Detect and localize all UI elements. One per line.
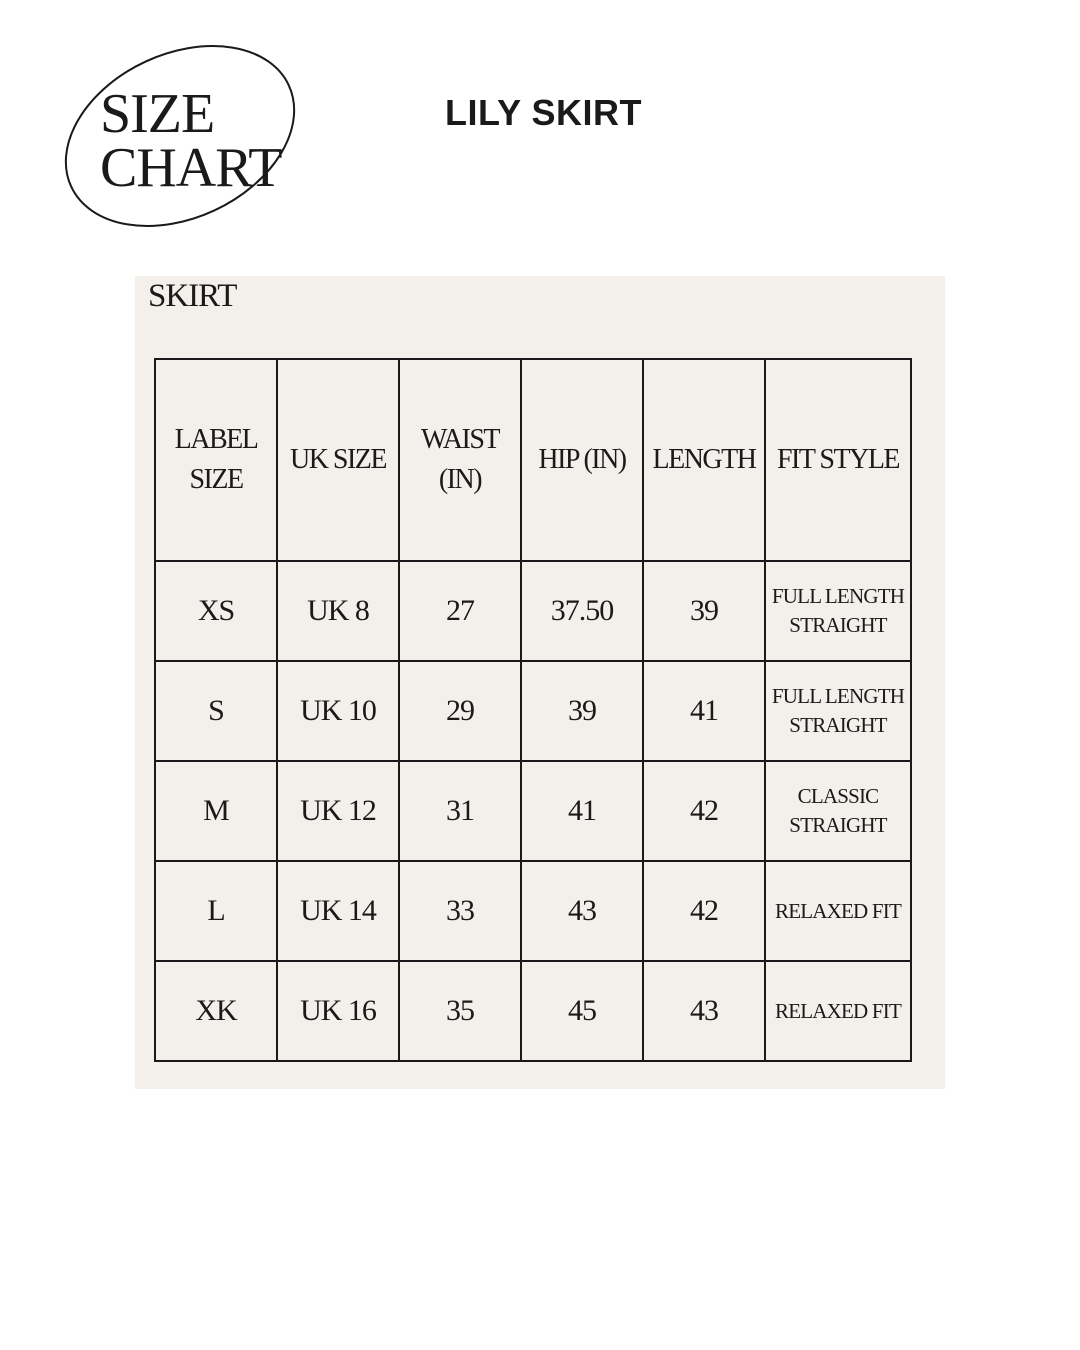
header-label-size: LABEL SIZE — [155, 359, 277, 561]
header-uk-size: UK SIZE — [277, 359, 399, 561]
table-row — [155, 861, 911, 961]
table-row — [155, 961, 911, 1061]
cell-waist: 29 — [399, 661, 521, 761]
cell-length: 43 — [643, 961, 765, 1061]
product-title: LILY SKIRT — [445, 92, 643, 133]
cell-fit-style: RELAXED FIT — [765, 861, 911, 961]
cell-label-size: XK — [155, 961, 277, 1061]
cell-length: 42 — [643, 861, 765, 961]
cell-fit-style: FULL LENGTH STRAIGHT — [765, 561, 911, 661]
header-length: LENGTH — [643, 359, 765, 561]
cell-label-size: S — [155, 661, 277, 761]
cell-waist: 33 — [399, 861, 521, 961]
logo-text-size: SIZE — [100, 83, 215, 145]
cell-uk-size: UK 10 — [277, 661, 399, 761]
cell-waist: 35 — [399, 961, 521, 1061]
cell-waist: 31 — [399, 761, 521, 861]
cell-length: 42 — [643, 761, 765, 861]
cell-waist: 27 — [399, 561, 521, 661]
cell-uk-size: UK 14 — [277, 861, 399, 961]
cell-label-size: L — [155, 861, 277, 961]
table-row — [155, 561, 911, 661]
table-header-row — [155, 359, 911, 561]
cell-hip: 43 — [521, 861, 643, 961]
cell-label-size: M — [155, 761, 277, 861]
cell-uk-size: UK 16 — [277, 961, 399, 1061]
section-title: SKIRT — [148, 278, 237, 314]
header-waist: WAIST (IN) — [399, 359, 521, 561]
cell-fit-style: FULL LENGTH STRAIGHT — [765, 661, 911, 761]
cell-uk-size: UK 12 — [277, 761, 399, 861]
cell-label-size: XS — [155, 561, 277, 661]
table-row — [155, 661, 911, 761]
cell-hip: 39 — [521, 661, 643, 761]
cell-fit-style: CLASSIC STRAIGHT — [765, 761, 911, 861]
cell-length: 41 — [643, 661, 765, 761]
header-fit-style: FIT STYLE — [765, 359, 911, 561]
header-hip: HIP (IN) — [521, 359, 643, 561]
logo-text-chart: CHART — [100, 137, 282, 199]
size-table — [154, 358, 912, 1062]
cell-hip: 37.50 — [521, 561, 643, 661]
cell-hip: 45 — [521, 961, 643, 1061]
size-chart-logo — [60, 34, 300, 238]
table-row — [155, 761, 911, 861]
cell-uk-size: UK 8 — [277, 561, 399, 661]
cell-hip: 41 — [521, 761, 643, 861]
cell-fit-style: RELAXED FIT — [765, 961, 911, 1061]
cell-length: 39 — [643, 561, 765, 661]
size-chart-panel — [135, 276, 945, 1089]
